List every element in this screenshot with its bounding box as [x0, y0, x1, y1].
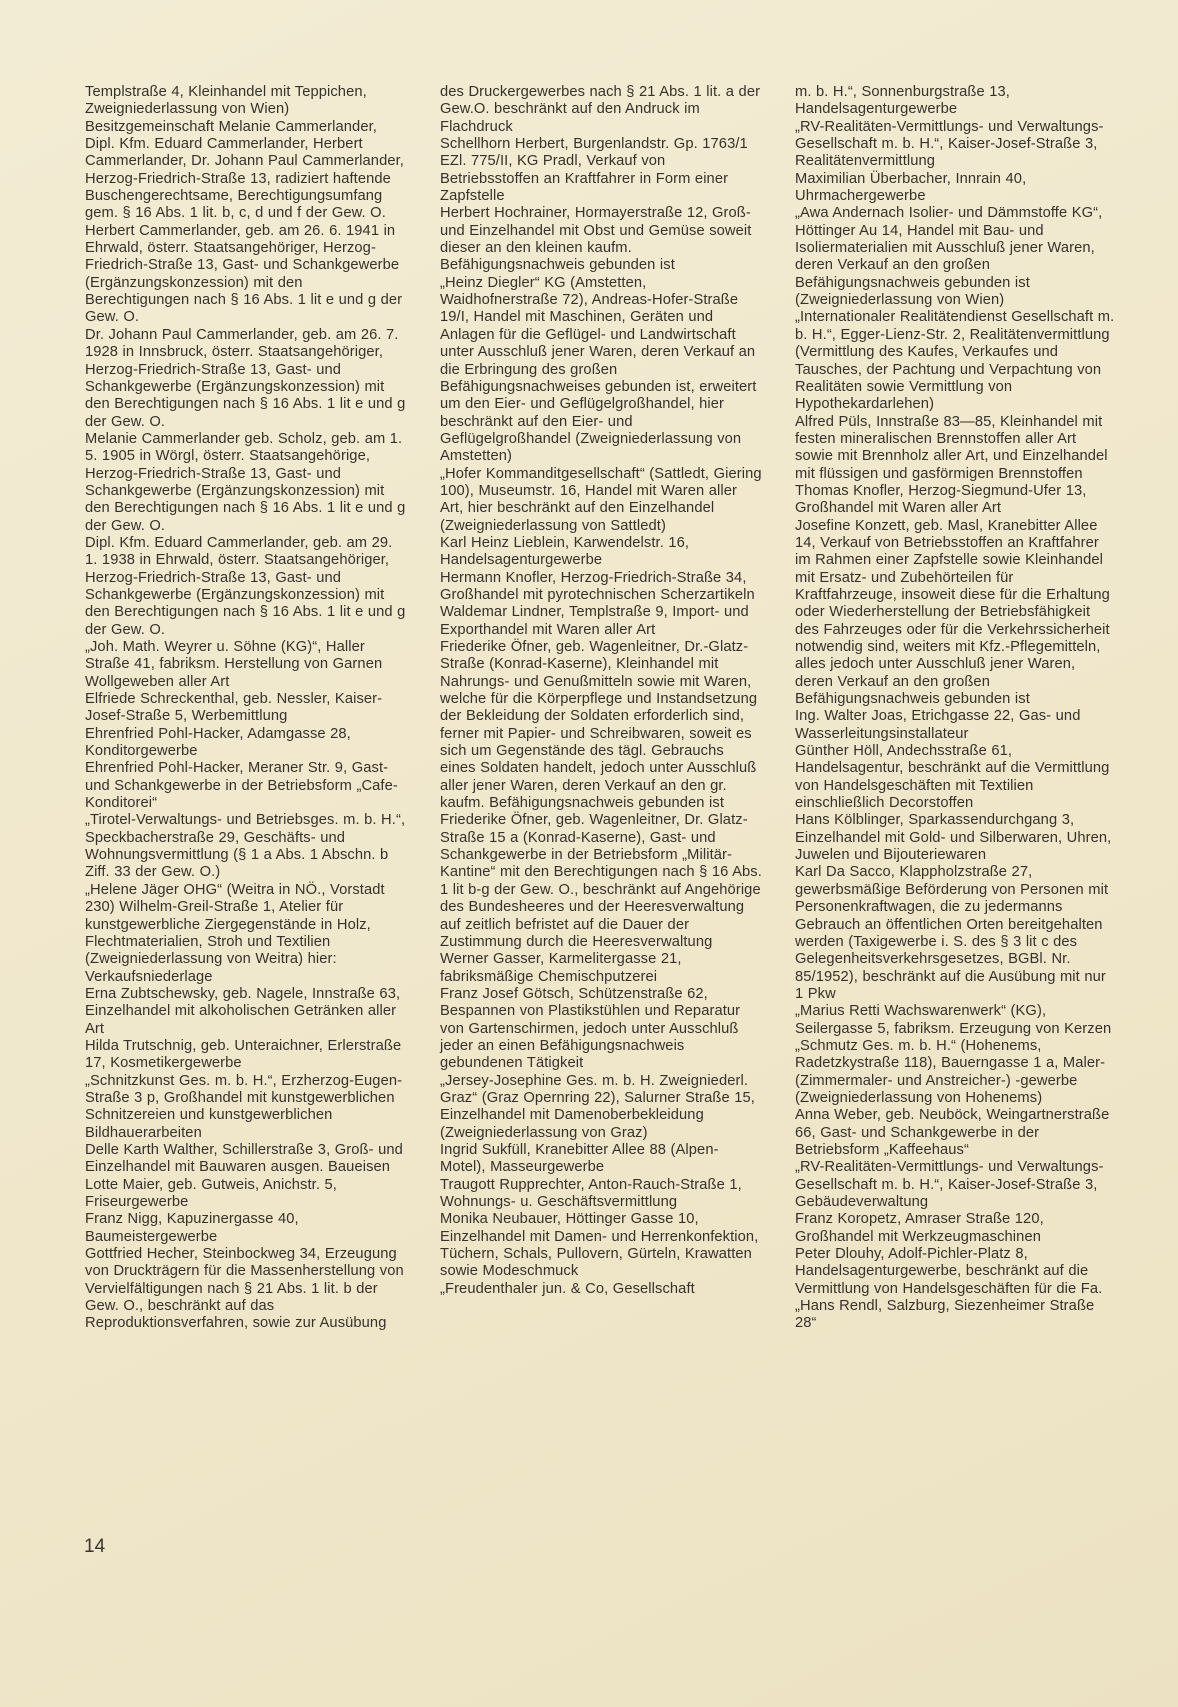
register-entry: Dr. Johann Paul Cammerlander, geb. am 26. 7. 1928 in Innsbruck, österr. Staatsangehöriger, Herzog-Friedrich-Straße 13, Gast- und Schankgewerbe (Ergänzungskonzession) mit den Berechtigungen nach § 16 Abs. 1 lit e und g der Gew. O. [85, 326, 406, 430]
register-entry: „Schnitzkunst Ges. m. b. H.“, Erzherzog-Eugen-Straße 3 p, Großhandel mit kunstgewerblichen Schnitzereien und kunstgewerblichen Bildhauerarbeiten [85, 1072, 403, 1141]
register-entry: Erna Zubtschewsky, geb. Nagele, Innstraße 63, Einzelhandel mit alkoholischen Getränken aller Art [85, 985, 401, 1037]
register-entry: Günther Höll, Andechsstraße 61, Handelsagentur, beschränkt auf die Vermittlung von Handelsgeschäften mit Textilien einschließlich Decorstoffen [795, 743, 1110, 812]
text-column-1 [85, 84, 407, 1333]
text-columns [85, 84, 1117, 1333]
register-entry: „Awa Andernach Isolier- und Dämmstoffe KG“, Höttinger Au 14, Handel mit Bau- und Isoliermaterialien mit Ausschluß jener Waren, deren Verkauf an den großen Befähigungsnachweis gebunden ist (Zweigniederlassung von Wien) [795, 205, 1103, 309]
register-entry: Hans Kölblinger, Sparkassendurchgang 3, Einzelhandel mit Gold- und Silberwaren, Uhren, Juwelen und Bijouteriewaren [795, 812, 1112, 864]
register-entry: Friederike Öfner, geb. Wagenleitner, Dr.-Glatz-Straße (Konrad-Kaserne), Kleinhandel mit Nahrungs- und Genußmitteln sowie mit Waren, welche für die Körperpflege und Instandsetzung der Bekleidung der Soldaten erforderlich sind, ferner mit Papier- und Schreibwaren, soweit es sich um Gegenstände des tägl. Gebrauchs eines Soldaten handelt, jedoch unter Ausschluß aller jener Waren, deren Verkauf an den gr. kaufm. Befähigungsnachweis gebunden ist [440, 639, 758, 812]
register-entry: „Heinz Diegler“ KG (Amstetten, Waidhofnerstraße 72), Andreas-Hofer-Straße 19/I, Handel mit Maschinen, Geräten und Anlagen für die Geflügel- und Landwirtschaft unter Ausschluß jener Waren, deren Verkauf an die Erbringung des großen Befähigungsnachweises gebunden ist, erweitert um den Eier- und Geflügelgroßhandel, hier beschränkt auf den Eier- und Geflügelgroßhandel (Zweigniederlassung von Amstetten) [440, 274, 757, 465]
register-entry: „Joh. Math. Weyrer u. Söhne (KG)“, Haller Straße 41, fabriksm. Herstellung von Garnen Wollgeweben aller Art [85, 639, 383, 690]
register-entry: Ehrenfried Pohl-Hacker, Meraner Str. 9, Gast- und Schankgewerbe in der Betriebsform „Cafe-Konditorei“ [85, 760, 398, 812]
register-entry: Besitzgemeinschaft Melanie Cammerlander, Dipl. Kfm. Eduard Cammerlander, Herbert Cammerlander, Dr. Johann Paul Cammerlander, Herzog-Friedrich-Straße 13, radiziert haftende Buschengerechtsame, Berechtigungsumfang gem. § 16 Abs. 1 lit. b, c, d und f der Gew. O. [85, 118, 404, 222]
text-column-2 [440, 84, 762, 1333]
register-entry: Delle Karth Walther, Schillerstraße 3, Groß- und Einzelhandel mit Bauwaren ausgen. Baueisen [85, 1141, 403, 1176]
register-entry: „Tirotel-Verwaltungs- und Betriebsges. m. b. H.“, Speckbacherstraße 29, Geschäfts- und Wohnungsvermittlung (§ 1 a Abs. 1 Abschn. b Ziff. 33 der Gew. O.) [85, 812, 406, 881]
register-entry: Franz Koropetz, Amraser Straße 120, Großhandel mit Werkzeugmaschinen [795, 1211, 1044, 1245]
register-entry: Friederike Öfner, geb. Wagenleitner, Dr. Glatz-Straße 15 a (Konrad-Kaserne), Gast- und Schankgewerbe in der Betriebsform „Militär-Kantine“ mit den Berechtigungen nach § 16 Abs. 1 lit b-g der Gew. O., beschränkt auf Angehörige des Bundesheeres und der Heeresverwaltung auf zeitlich befristet auf die Dauer der Zustimmung durch die Heeresverwaltung [440, 812, 762, 950]
text-column-3 [795, 84, 1117, 1333]
register-entry: Gottfried Hecher, Steinbockweg 34, Erzeugung von Druckträgern für die Massenherstellung von Vervielfältigungen nach § 21 Abs. 1 lit. b der Gew. O., beschränkt auf das Reproduktionsverfahren, sowie zur Ausübung [85, 1246, 404, 1332]
register-entry: „Jersey-Josephine Ges. m. b. H. Zweigniederl. Graz“ (Graz Opernring 22), Salurner Straße 15, Einzelhandel mit Damenoberbekleidung (Zweigniederlassung von Graz) [440, 1072, 755, 1141]
register-entry: Maximilian Überbacher, Innrain 40, Uhrmachergewerbe [795, 170, 1027, 205]
register-entry: Werner Gasser, Karmelitergasse 21, fabriksmäßige Chemischputzerei [440, 951, 682, 985]
register-entry: Ing. Walter Joas, Etrichgasse 22, Gas- und Wasserleitungsinstallateur [795, 708, 1081, 742]
register-entry: Hilda Trutschnig, geb. Unteraichner, Erlerstraße 17, Kosmetikergewerbe [85, 1037, 402, 1072]
register-entry: Templstraße 4, Kleinhandel mit Teppichen, Zweigniederlassung von Wien) [85, 84, 367, 118]
register-entry: Ehrenfried Pohl-Hacker, Adamgasse 28, Konditorgewerbe [85, 725, 351, 760]
register-entry: Lotte Maier, geb. Gutweis, Anichstr. 5, Friseurgewerbe [85, 1176, 337, 1210]
register-entry: „Marius Retti Wachswarenwerk“ (KG), Seilergasse 5, fabriksm. Erzeugung von Kerzen [795, 1003, 1112, 1037]
register-entry: „Hofer Kommanditgesellschaft“ (Sattledt, Giering 100), Museumstr. 16, Handel mit Waren aller Art, hier beschränkt auf den Einzelhandel (Zweigniederlassung von Sattledt) [440, 465, 762, 534]
register-entry: Karl Heinz Lieblein, Karwendelstr. 16, Handelsagenturgewerbe [440, 534, 690, 569]
register-entry: Peter Dlouhy, Adolf-Pichler-Platz 8, Handelsagenturgewerbe, beschränkt auf die Vermittlung von Handelsgeschäften für die Fa. „Hans Rendl, Salzburg, Siezenheimer Straße 28“ [795, 1246, 1103, 1332]
register-entry: Waldemar Lindner, Templstraße 9, Import- und Exporthandel mit Waren aller Art [440, 604, 749, 638]
register-entry: m. b. H.“, Sonnenburgstraße 13, Handelsagenturgewerbe [795, 84, 1010, 118]
register-entry: „Schmutz Ges. m. b. H.“ (Hohenems, Radetzkystraße 118), Bauerngasse 1 a, Maler- (Zimmermaler- und Anstreicher-) -gewerbe (Zweigniederlassung von Hohenems) [795, 1037, 1106, 1106]
register-entry: Monika Neubauer, Höttinger Gasse 10, Einzelhandel mit Damen- und Herrenkonfektion, Tüchern, Schals, Pullovern, Gürteln, Krawatten sowie Modeschmuck [440, 1211, 759, 1280]
register-entry: Elfriede Schreckenthal, geb. Nessler, Kaiser-Josef-Straße 5, Werbemittlung [85, 691, 383, 725]
register-entry: Josefine Konzett, geb. Masl, Kranebitter Allee 14, Verkauf von Betriebsstoffen an Kraftfahrer im Rahmen einer Zapfstelle sowie Kleinhandel mit Ersatz- und Zubehörteilen für Kraftfahrzeuge, insoweit diese für die Erhaltung oder Wiederherstellung der Betriebsfähigkeit des Fahrzeuges oder für die Verkehrssicherheit notwendig sind, weiters mit Kfz.-Pflegemitteln, alles jedoch unter Ausschluß jener Waren, deren Verkauf an den großen Befähigungsnachweis gebunden ist [795, 517, 1110, 708]
register-entry: Franz Josef Götsch, Schützenstraße 62, Bespannen von Plastikstühlen und Reparatur von Gartenschirmen, jedoch unter Ausschluß jeder an einen Befähigungsnachweis gebundenen Tätigkeit [440, 985, 741, 1072]
register-entry: „Freudenthaler jun. & Co, Gesellschaft [440, 1280, 695, 1297]
register-entry: Schellhorn Herbert, Burgenlandstr. Gp. 1763/1 EZl. 775/II, KG Pradl, Verkauf von Betriebsstoffen an Kraftfahrer in Form einer Zapfstelle [440, 136, 748, 205]
register-entry: Karl Da Sacco, Klappholzstraße 27, gewerbsmäßige Beförderung von Personen mit Personenkraftwagen, die zu jedermanns Gebrauch an öffentlichen Orten bereitgehalten werden (Taxigewerbe i. S. des § 3 lit c des Gelegenheitsverkehrsgesetzes, BGBl. Nr. 85/1952), beschränkt auf die Ausübung mit nur 1 Pkw [795, 864, 1109, 1002]
register-entry: Franz Nigg, Kapuzinergasse 40, Baumeistergewerbe [85, 1211, 299, 1245]
register-entry: Ingrid Sukfüll, Kranebitter Allee 88 (Alpen-Motel), Masseurgewerbe [440, 1141, 719, 1176]
register-entry: Hermann Knofler, Herzog-Friedrich-Straße 34, Großhandel mit pyrotechnischen Scherzartikeln [440, 569, 755, 603]
register-entry: „Internationaler Realitätendienst Gesellschaft m. b. H.“, Egger-Lienz-Str. 2, Realitätenvermittlung (Vermittlung des Kaufes, Verkaufes und Tausches, der Pachtung und Verpachtung von Realitäten sowie Vermittlung von Hypothekardarlehen) [795, 309, 1115, 413]
register-entry: des Druckergewerbes nach § 21 Abs. 1 lit. a der Gew.O. beschränkt auf den Andruck im Flachdruck [440, 84, 761, 135]
register-entry: „Helene Jäger OHG“ (Weitra in NÖ., Vorstadt 230) Wilhelm-Greil-Straße 1, Atelier für kunstgewerbliche Ziergegenstände in Holz, Flechtmaterialien, Stroh und Textilien (Zweigniederlassung von Weitra) hier: Verkaufsniederlage [85, 881, 385, 985]
register-entry: „RV-Realitäten-Vermittlungs- und Verwaltungs-Gesellschaft m. b. H.“, Kaiser-Josef-Straße 3, Gebäudeverwaltung [795, 1159, 1104, 1210]
register-entry: Thomas Knofler, Herzog-Siegmund-Ufer 13, Großhandel mit Waren aller Art [795, 482, 1087, 517]
register-entry: Anna Weber, geb. Neuböck, Weingartnerstraße 66, Gast- und Schankgewerbe in der Betriebsform „Kaffeehaus“ [795, 1107, 1110, 1158]
page-number: 14 [84, 1536, 106, 1557]
register-entry: Herbert Hochrainer, Hormayerstraße 12, Groß- und Einzelhandel mit Obst und Gemüse soweit dieser an den kleinen kaufm. Befähigungsnachweis gebunden ist [440, 205, 752, 274]
register-entry: Herbert Cammerlander, geb. am 26. 6. 1941 in Ehrwald, österr. Staatsangehöriger, Herzog-Friedrich-Straße 13, Gast- und Schankgewerbe (Ergänzungskonzession) mit den Berechtigungen nach § 16 Abs. 1 lit e und g der Gew. O. [85, 222, 403, 326]
register-entry: Traugott Rupprechter, Anton-Rauch-Straße 1, Wohnungs- u. Geschäftsvermittlung [440, 1176, 742, 1210]
register-entry: Melanie Cammerlander geb. Scholz, geb. am 1. 5. 1905 in Wörgl, österr. Staatsangehörige, Herzog-Friedrich-Straße 13, Gast- und Schankgewerbe (Ergänzungskonzession) mit den Berechtigungen nach § 16 Abs. 1 lit e und g der Gew. O. [85, 430, 406, 534]
register-entry: Alfred Püls, Innstraße 83—85, Kleinhandel mit festen mineralischen Brennstoffen aller Art sowie mit Brennholz aller Art, und Einzelhandel mit flüssigen und gasförmigen Brennstoffen [795, 413, 1108, 482]
register-entry: „RV-Realitäten-Vermittlungs- und Verwaltungs-Gesellschaft m. b. H.“, Kaiser-Josef-Straße 3, Realitätenvermittlung [795, 118, 1104, 170]
register-entry: Dipl. Kfm. Eduard Cammerlander, geb. am 29. 1. 1938 in Ehrwald, österr. Staatsangehöriger, Herzog-Friedrich-Straße 13, Gast- und Schankgewerbe (Ergänzungskonzession) mit den Berechtigungen nach § 16 Abs. 1 lit e und g der Gew. O. [85, 534, 406, 638]
